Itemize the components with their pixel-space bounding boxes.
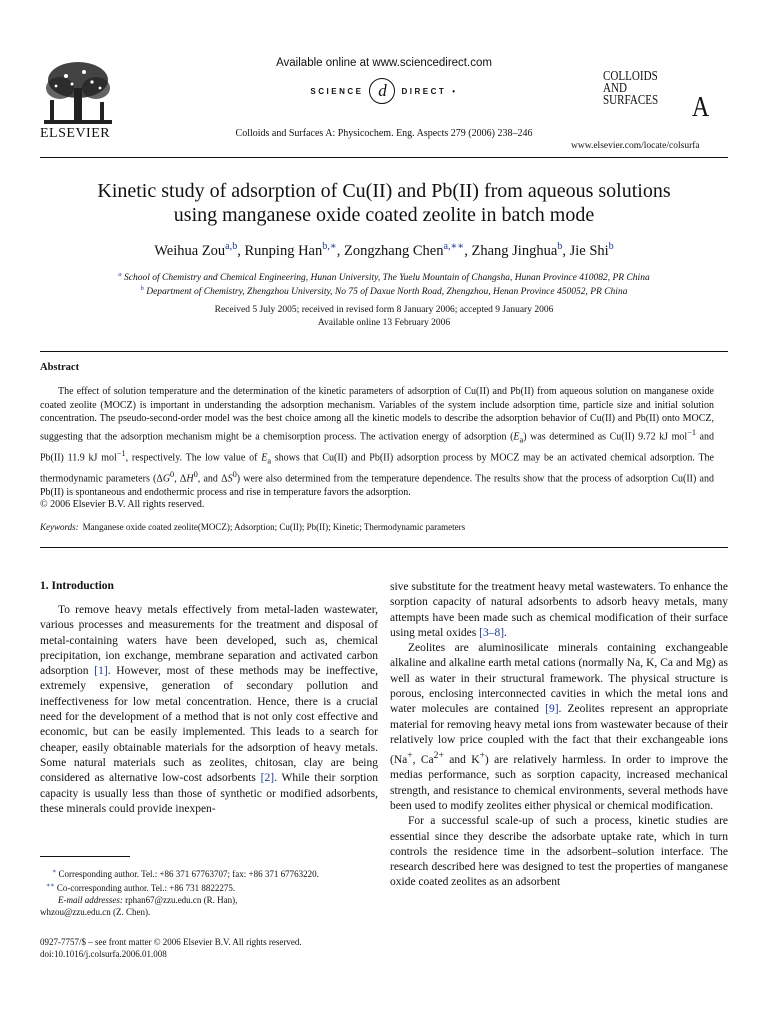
doi-line[interactable]: doi:10.1016/j.colsurfa.2006.01.008 xyxy=(40,949,167,959)
footnotes xyxy=(40,866,378,918)
author-name: Zongzhang Chen xyxy=(343,242,444,259)
title-line: using manganese oxide coated zeolite in batch mode xyxy=(173,204,595,226)
sciencedirect-science-word: SCIENCE xyxy=(310,86,364,96)
author-name: Zhang Jinghua xyxy=(471,242,558,259)
article-dates xyxy=(40,304,728,330)
intro-paragraph: To remove heavy metals effectively from metal-laden wastewater, various processes and measurements for the treatment and disposal of metal-containing waters have been developed, such as, chemical precipitation, ion exchange, membrane separation and activated carbon adsorption [1]. However, most of these methods may be ineffective, extremely expensive, generation of secondary pollution and ineffectiveness for low metal concentration. Hence, there is a crucial need for the development of a method that is not only cost effective and economic, but can be easily implemented. This leads to a search for cheaper, easily obtainable materials for the adsorption of heavy metals. Some natural materials such as zeolites, chitosan, clay are being considered as alternative low-cost adsorbents [2]. While their sorption capacity is usually less than those of synthetic or modified adsorbents, these minerals could provide inexpen- xyxy=(40,604,378,815)
keywords-bottom-rule xyxy=(40,547,728,548)
intro-paragraph: Zeolites are aluminosilicate minerals containing exchangeable alkaline and alkaline earth metal cations (normally Na, K, Ca and Mg) as well as water in their structural framework. The physical structure is porous, enclosing interconnected cavities in which the metal ions and water molecules are contained [9]. Zeolites represent an appropriate material for removing heavy metal ions from wastewater because of their relatively low price coupled with the fact that their exchangeable ions (Na+, $Ca^{2+}$ and K+) are relatively harmless. In order to improve the medias performance, such as sorption capacity, increased mechanical strength, and resistance to chemical environments, several methods have been used to modify zeolites either physical or chemical modification. xyxy=(390,642,729,812)
available-date: Available online 13 February 2006 xyxy=(317,318,451,328)
affiliation-sup: b xyxy=(140,285,144,292)
author-name: Weihua Zou xyxy=(154,242,226,259)
sciencedirect-mark: • xyxy=(452,86,458,96)
affiliation-text: School of Chemistry and Chemical Engineering, Hunan University, The Yuelu Mountain of Changsha, Hunan Province 410082, PR China xyxy=(123,273,650,284)
masthead-line: AND xyxy=(603,80,627,95)
sciencedirect-direct-word: DIRECT xyxy=(401,86,447,96)
front-matter xyxy=(40,936,302,960)
masthead-line: COLLOIDS xyxy=(603,68,658,83)
author-name: Runping Han xyxy=(244,242,323,259)
keywords xyxy=(40,522,465,532)
keywords-label: Keywords: xyxy=(40,522,79,532)
masthead-line: SURFACES xyxy=(603,92,659,107)
author-affil-sup[interactable]: b xyxy=(557,241,563,252)
abstract-heading: Abstract xyxy=(40,362,80,373)
affiliation-b xyxy=(40,285,728,297)
body-left-column xyxy=(40,603,378,817)
journal-masthead xyxy=(603,70,658,106)
article-title xyxy=(40,179,728,227)
email-link[interactable]: whzou@zzu.edu.cn (Z. Chen). xyxy=(40,907,151,917)
title-line: Kinetic study of adsorption of Cu(II) and Pb(II) from aqueous solutions xyxy=(97,180,671,202)
citation-link[interactable]: [1] xyxy=(94,665,108,678)
intro-paragraph: sive substitute for the treatment heavy metal wastewaters. To enhance the sorption capacity of natural adsorbents to adsorb heavy metals, many attempts have been made such as chemical modification of their surface using metal oxides [3–8]. xyxy=(390,581,728,639)
citation-link[interactable]: [3–8] xyxy=(479,626,505,639)
author-affil-sup[interactable]: b,∗ xyxy=(322,241,337,252)
author-name: Jie Shi xyxy=(569,242,609,259)
abstract-copyright: © 2006 Elsevier B.V. All rights reserved. xyxy=(40,499,205,510)
affiliation-text: Department of Chemistry, Zhengzhou University, No 75 of Daxue North Road, Zhengzhou, Henan Province 450052, PR China xyxy=(146,287,628,298)
author-list: Weihua Zou$^{a,b}$, Runping Han$^{b,∗}$, Zongzhang Chen$^{a,∗∗}$, Zhang Jinghua$^b$, Jie Shi$^b$ xyxy=(154,241,614,259)
body-right-column xyxy=(390,580,728,891)
author-affil-sup[interactable]: b xyxy=(608,241,614,252)
author-affil-sup[interactable]: a,∗∗ xyxy=(443,241,465,252)
affiliation-a xyxy=(40,271,728,283)
footnote-corresponding: ∗ Corresponding author. Tel.: +86 371 67763707; fax: +86 371 67763220. xyxy=(52,868,319,879)
citation-link[interactable]: [9] xyxy=(545,703,559,716)
available-online-text: Available online at www.sciencedirect.com xyxy=(276,57,492,69)
journal-reference: Colloids and Surfaces A: Physicochem. Eng. Aspects 279 (2006) 238–246 xyxy=(235,128,533,139)
footnote-co-corresponding: ∗∗ Co-corresponding author. Tel.: +86 731 8822275. xyxy=(46,882,236,893)
footnote-rule xyxy=(40,856,130,857)
abstract-top-rule xyxy=(40,351,728,352)
sciencedirect-at-icon: d xyxy=(369,78,395,104)
header-rule xyxy=(40,157,728,158)
received-dates: Received 5 July 2005; received in revised form 8 January 2006; accepted 9 January 2006 xyxy=(214,305,554,315)
citation-link[interactable]: [2] xyxy=(260,772,275,785)
affiliation-sup: a xyxy=(118,271,122,278)
intro-paragraph: For a successful scale-up of such a process, kinetic studies are essential since they describe the adsorbate uptake rate, which in turn controls the residence time in the adsorbent–solution interface. The research described here was designed to test the properties of manganese oxide coated zeolites as an adsorbent xyxy=(390,815,728,889)
issn-line: 0927-7757/$ – see front matter © 2006 Elsevier B.V. All rights reserved. xyxy=(40,937,302,947)
email-link[interactable]: rphan67@zzu.edu.cn (R. Han), xyxy=(122,895,238,905)
abstract-text: The effect of solution temperature and the determination of the kinetic parameters of adsorption of Cu(II) and Pb(II) from aqueous solution on manganese oxide coated zeolite (MOCZ) is important in understanding the adsorption mechanism. Variables of the system include adsorption time, particle size and initial solution concentration. The pseudo-second-order model was the best choice among all the kinetic models to describe the adsorption behavior of Cu(II) and Pb(II) onto MOCZ, suggesting that the adsorption mechanism might be a chemisorption process. The activation energy of adsorption $(E_a)$ was determined as Cu(II) 9.72 kJ mol$^{-1}$ and Pb(II) 11.9 kJ mol$^{-1}$, respectively. The low value of $E_a$ shows that Cu(II) and Pb(II) adsorption process by MOCZ may be an activated chemical adsorption. The thermodynamic parameters ($\Delta G^0$, $\Delta H^0$, and $\Delta S^0$) were also determined from the temperature dependence. The results show that the process of adsorption Cu(II) and Pb(II) is spontaneous and endothermic process and rise in temperature favors the adsorption. xyxy=(40,386,714,498)
section-heading-introduction: 1. Introduction xyxy=(40,580,114,592)
author-affil-sup[interactable]: a,b xyxy=(225,241,238,252)
journal-url-link[interactable]: www.elsevier.com/locate/colsurfa xyxy=(571,141,700,151)
masthead-letter: A xyxy=(692,92,710,123)
footnote-emails: E-mail addresses: rphan67@zzu.edu.cn (R. Han), xyxy=(58,895,238,905)
publisher-name: ELSEVIER xyxy=(40,126,111,141)
keywords-text: Manganese oxide coated zeolite(MOCZ); Adsorption; Cu(II); Pb(II); Kinetic; Thermodynamic parameters xyxy=(82,522,466,532)
